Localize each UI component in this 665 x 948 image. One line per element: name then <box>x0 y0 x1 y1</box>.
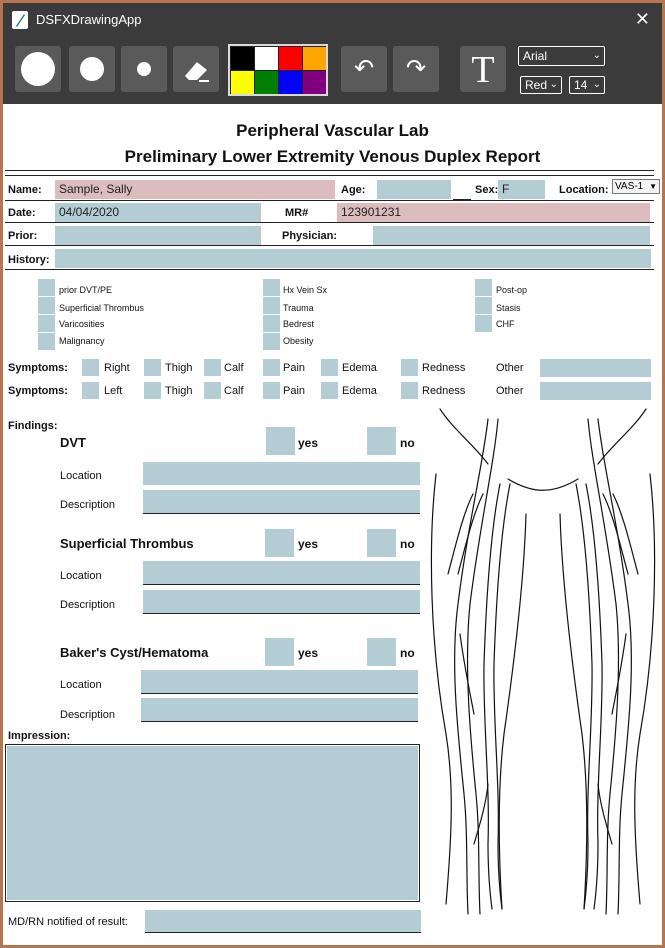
symptom-label: Redness <box>422 385 466 397</box>
impression-label: Impression: <box>8 730 71 742</box>
cyst-no-checkbox[interactable] <box>367 638 396 666</box>
dvt-location-field[interactable] <box>143 462 420 485</box>
font-select[interactable] <box>518 46 605 66</box>
color-select-value: Red <box>525 78 548 92</box>
close-icon[interactable]: ✕ <box>634 9 650 29</box>
history-item-label: Varicosities <box>59 319 105 329</box>
medium-dot-icon <box>80 57 104 81</box>
mr-field[interactable]: 123901231 <box>337 203 650 222</box>
dvt-no-checkbox[interactable] <box>367 427 396 455</box>
underline <box>5 269 654 270</box>
history-item-label: Bedrest <box>283 319 315 329</box>
chevron-down-icon: ⌄ <box>592 50 601 61</box>
yes-label: yes <box>298 537 319 551</box>
symptom-checkbox[interactable] <box>144 382 161 399</box>
superficial-thrombus-heading: Superficial Thrombus <box>60 536 194 551</box>
symptom-label: Left <box>104 385 123 397</box>
date-label: Date: <box>8 207 36 219</box>
history-item-label: prior DVT/PE <box>59 285 113 295</box>
size-select[interactable] <box>569 76 605 94</box>
mr-label: MR# <box>285 207 309 219</box>
underline <box>143 584 420 585</box>
lower-extremity-vein-diagram <box>428 404 658 924</box>
underline <box>145 932 421 933</box>
symptom-label: Right <box>104 362 130 374</box>
symptom-label: Edema <box>342 385 377 397</box>
color-swatch[interactable] <box>231 71 254 94</box>
underline <box>143 513 420 514</box>
dvt-description-field[interactable] <box>143 490 420 513</box>
name-label: Name: <box>8 184 42 196</box>
app-pen-icon <box>12 11 28 29</box>
other-label: Other <box>496 362 524 374</box>
history-checkbox[interactable] <box>38 279 55 296</box>
prior-label: Prior: <box>8 230 38 242</box>
cyst-description-label: Description <box>60 709 116 721</box>
thrombus-location-field[interactable] <box>143 561 420 584</box>
no-label: no <box>400 537 415 551</box>
history-item-label: CHF <box>496 319 515 329</box>
symptom-checkbox[interactable] <box>204 382 221 399</box>
impression-box[interactable] <box>5 744 420 902</box>
symptom-checkbox[interactable] <box>321 382 338 399</box>
large-dot-icon <box>21 52 55 86</box>
brush-medium-button[interactable] <box>69 46 115 92</box>
dvt-description-label: Description <box>60 499 116 511</box>
symptom-checkbox[interactable] <box>82 359 99 376</box>
symptom-label: Edema <box>342 362 377 374</box>
chevron-down-icon: ⌄ <box>549 79 558 90</box>
undo-button[interactable] <box>341 46 387 92</box>
title-bar <box>3 3 662 36</box>
symptom-checkbox[interactable] <box>401 359 418 376</box>
triangle-down-icon: ▼ <box>649 182 657 191</box>
thrombus-description-field[interactable] <box>143 590 420 613</box>
prior-field[interactable] <box>55 226 261 245</box>
age-field[interactable] <box>377 180 451 199</box>
symptom-checkbox[interactable] <box>263 359 280 376</box>
history-item-label: Superficial Thrombus <box>59 303 144 313</box>
underline <box>5 245 654 246</box>
underline <box>5 222 654 223</box>
symptom-checkbox[interactable] <box>144 359 161 376</box>
divider <box>5 170 654 171</box>
font-select-value: Arial <box>523 49 548 63</box>
thrombus-description-label: Description <box>60 599 116 611</box>
dvt-location-label: Location <box>60 470 102 482</box>
thrombus-location-label: Location <box>60 570 102 582</box>
bakers-cyst-heading: Baker's Cyst/Hematoma <box>60 645 209 660</box>
no-label: no <box>400 436 415 450</box>
text-tool-button[interactable] <box>460 46 506 92</box>
date-field[interactable]: 04/04/2020 <box>55 203 261 222</box>
report-subtitle: Preliminary Lower Extremity Venous Duplex Report <box>124 147 541 166</box>
undo-icon: ↶ <box>353 55 375 82</box>
eraser-icon <box>173 46 219 92</box>
history-item-label: Hx Vein Sx <box>283 285 328 295</box>
color-swatch[interactable] <box>303 47 326 70</box>
eraser-button[interactable] <box>173 46 219 92</box>
size-select-value: 14 <box>574 78 588 92</box>
redo-button[interactable] <box>393 46 439 92</box>
underline <box>143 613 420 614</box>
symptoms-label: Symptoms: <box>8 385 68 397</box>
name-field[interactable]: Sample, Sally <box>55 180 335 199</box>
no-label: no <box>400 646 415 660</box>
text-tool-icon: T <box>471 49 495 91</box>
color-swatch[interactable] <box>255 71 278 94</box>
toolbar <box>3 36 662 104</box>
physician-field[interactable] <box>373 226 650 245</box>
symptom-label: Pain <box>283 362 306 374</box>
history-item-label: Obesity <box>283 336 314 346</box>
symptom-checkbox[interactable] <box>263 382 280 399</box>
findings-label: Findings: <box>8 420 58 432</box>
sex-label: Sex: <box>475 184 499 196</box>
app-window <box>3 3 662 945</box>
symptom-label: Thigh <box>165 362 193 374</box>
underline <box>141 721 418 722</box>
history-checkbox[interactable] <box>263 279 280 296</box>
color-swatch[interactable] <box>255 47 278 70</box>
notified-label: MD/RN notified of result: <box>8 916 128 928</box>
history-label: History: <box>8 254 50 266</box>
yes-label: yes <box>298 436 319 450</box>
other-symptom-field-2[interactable] <box>540 382 651 400</box>
small-dot-icon <box>137 62 151 76</box>
brush-large-button[interactable] <box>15 46 61 92</box>
history-item-label: Post-op <box>496 285 528 295</box>
underline <box>141 693 418 694</box>
chevron-down-icon: ⌄ <box>592 79 601 90</box>
history-field[interactable] <box>55 249 651 268</box>
cyst-description-field[interactable] <box>141 698 418 721</box>
other-label: Other <box>496 385 524 397</box>
brush-small-button[interactable] <box>121 46 167 92</box>
color-swatch[interactable] <box>303 71 326 94</box>
thrombus-yes-checkbox[interactable] <box>265 529 294 557</box>
notified-field[interactable] <box>145 910 421 932</box>
redo-icon: ↷ <box>405 55 427 82</box>
cyst-yes-checkbox[interactable] <box>265 638 294 666</box>
impression-field[interactable] <box>7 746 418 900</box>
symptom-label: Calf <box>224 362 244 374</box>
report-title: Peripheral Vascular Lab <box>236 121 429 140</box>
symptoms-label: Symptoms: <box>8 362 68 374</box>
color-palette <box>228 44 328 96</box>
history-checkbox[interactable] <box>38 297 55 314</box>
color-select[interactable] <box>520 76 562 94</box>
symptom-checkbox[interactable] <box>321 359 338 376</box>
window-title: DSFXDrawingApp <box>36 12 142 27</box>
history-item-label: Trauma <box>283 303 314 313</box>
symptom-label: Calf <box>224 385 244 397</box>
dvt-heading: DVT <box>60 435 86 450</box>
dvt-yes-checkbox[interactable] <box>266 427 295 455</box>
symptom-checkbox[interactable] <box>401 382 418 399</box>
symptom-checkbox[interactable] <box>82 382 99 399</box>
color-swatch[interactable] <box>279 47 302 70</box>
history-checkbox[interactable] <box>475 297 492 314</box>
divider <box>5 175 654 176</box>
history-checkbox[interactable] <box>38 315 55 332</box>
history-item-label: Stasis <box>496 303 521 313</box>
history-checkbox[interactable] <box>263 333 280 350</box>
history-checkbox[interactable] <box>38 333 55 350</box>
sex-field[interactable]: F <box>498 180 545 199</box>
symptom-checkbox[interactable] <box>204 359 221 376</box>
other-symptom-field-1[interactable] <box>540 359 651 377</box>
symptom-label: Thigh <box>165 385 193 397</box>
history-checkbox[interactable] <box>263 315 280 332</box>
history-checkbox[interactable] <box>475 279 492 296</box>
history-checkbox[interactable] <box>263 297 280 314</box>
cyst-location-field[interactable] <box>141 670 418 693</box>
physician-label: Physician: <box>282 230 338 242</box>
color-swatch[interactable] <box>279 71 302 94</box>
location-select-value: VAS-1 <box>615 181 644 192</box>
location-select[interactable] <box>612 179 660 194</box>
yes-label: yes <box>298 646 319 660</box>
color-swatch[interactable] <box>231 47 254 70</box>
history-checkbox[interactable] <box>475 315 492 332</box>
symptom-label: Redness <box>422 362 466 374</box>
underline <box>5 200 654 201</box>
report-document[interactable] <box>3 104 662 945</box>
age-label: Age: <box>341 184 366 196</box>
symptom-label: Pain <box>283 385 306 397</box>
location-label: Location: <box>559 184 609 196</box>
cyst-location-label: Location <box>60 679 102 691</box>
thrombus-no-checkbox[interactable] <box>367 529 396 557</box>
history-item-label: Malignancy <box>59 336 105 346</box>
